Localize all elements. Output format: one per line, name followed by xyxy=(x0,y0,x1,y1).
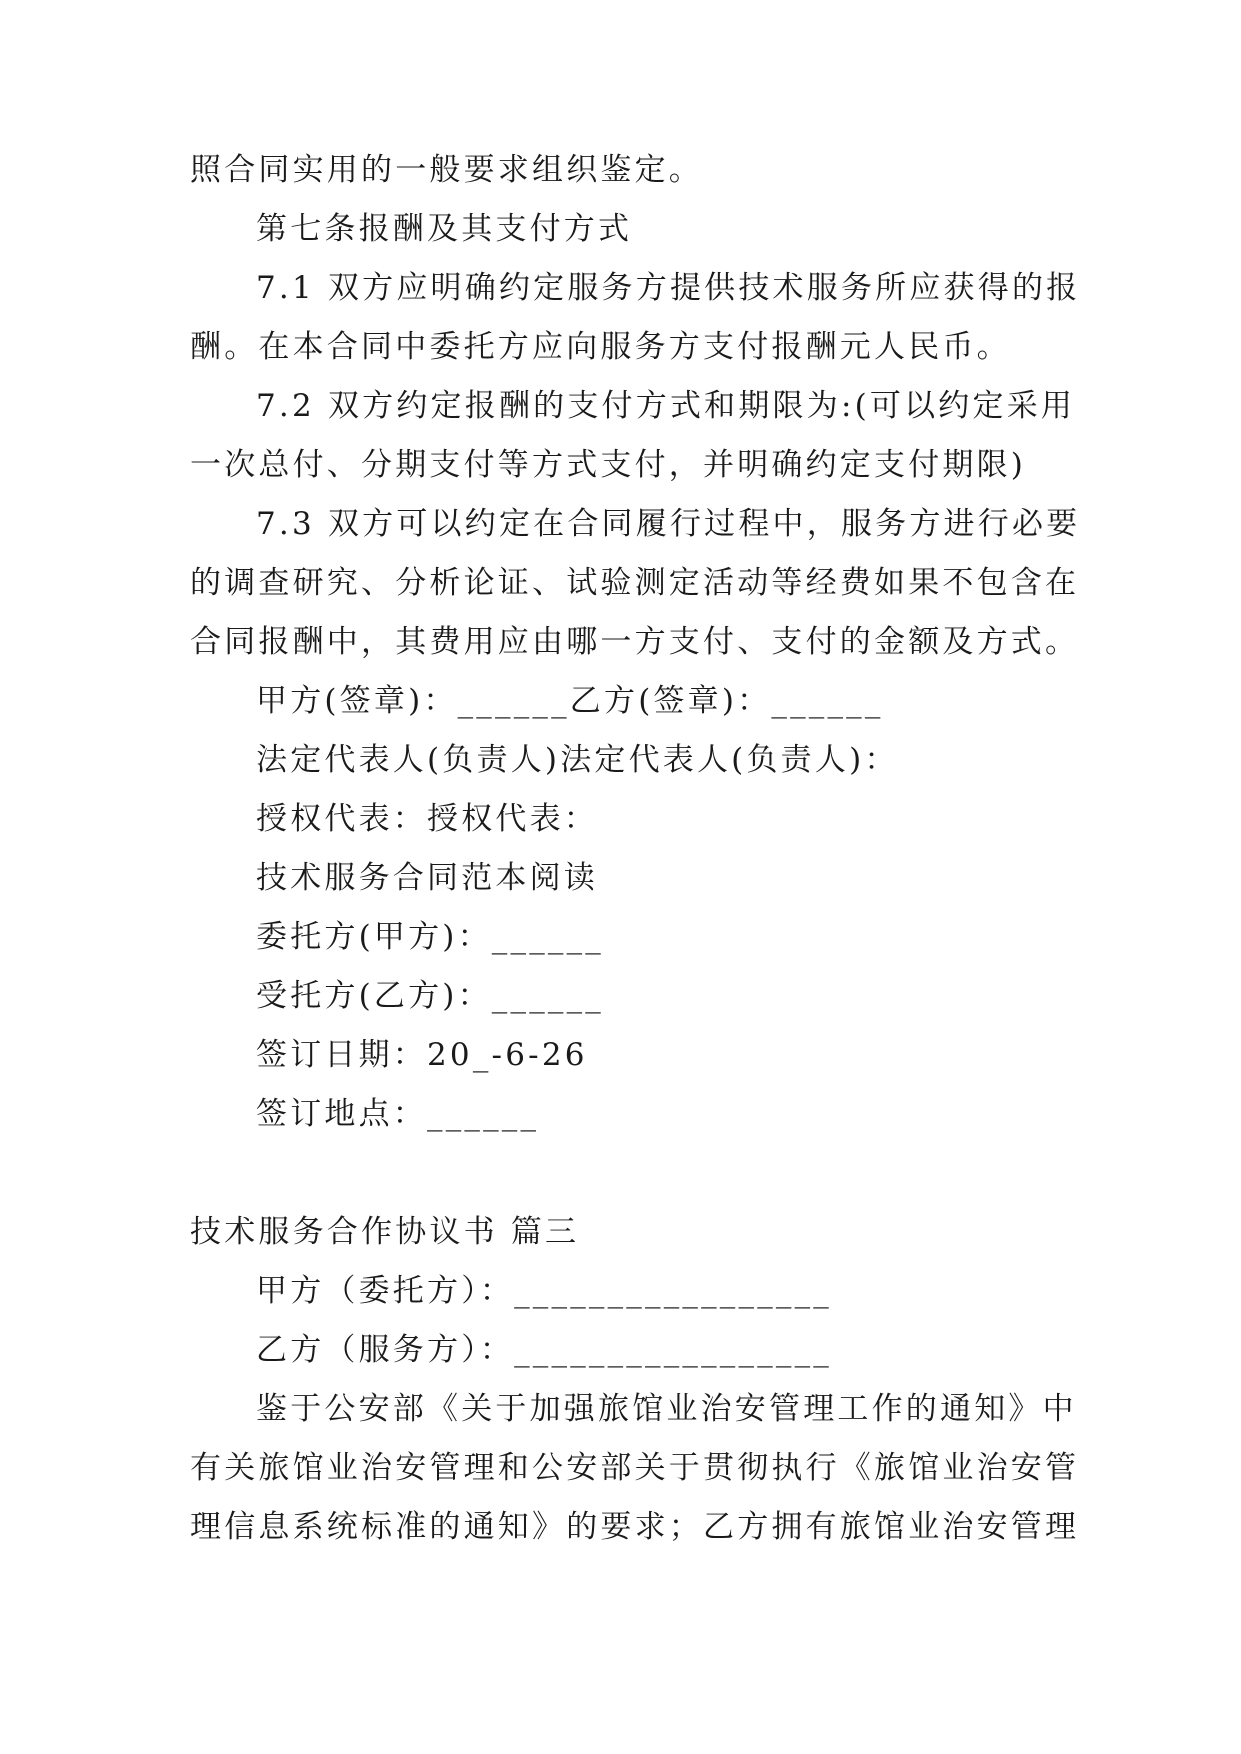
signing-place-line: 签订地点：______ xyxy=(256,1096,540,1132)
paragraph-line: 7.2 双方约定报酬的支付方式和期限为:(可以约定采用 xyxy=(256,388,1076,424)
paragraph-line: 合同报酬中，其费用应由哪一方支付、支付的金额及方式。 xyxy=(190,624,1080,660)
paragraph-line: 一次总付、分期支付等方式支付，并明确约定支付期限) xyxy=(190,447,1027,483)
paragraph-line: 的调查研究、分析论证、试验测定活动等经费如果不包含在 xyxy=(190,565,1080,601)
paragraph-line: 7.3 双方可以约定在合同履行过程中，服务方进行必要 xyxy=(256,506,1081,542)
paragraph-line: 酬。在本合同中委托方应向服务方支付报酬元人民币。 xyxy=(190,329,1011,365)
paragraph-line: 鉴于公安部《关于加强旅馆业治安管理工作的通知》中 xyxy=(256,1391,1077,1427)
party-b-line: 乙方（服务方）：_________________ xyxy=(256,1332,832,1368)
section-heading: 第七条报酬及其支付方式 xyxy=(256,211,633,247)
client-party-line: 委托方(甲方)：______ xyxy=(256,919,604,955)
party-a-line: 甲方（委托方）：_________________ xyxy=(256,1273,832,1309)
paragraph-line: 理信息系统标准的通知》的要求；乙方拥有旅馆业治安管理 xyxy=(190,1509,1080,1545)
section-title: 技术服务合作协议书 篇三 xyxy=(190,1214,580,1250)
legal-representative-line: 法定代表人(负责人)法定代表人(负责人)： xyxy=(256,742,899,778)
paragraph-line: 7.1 双方应明确约定服务方提供技术服务所应获得的报 xyxy=(256,270,1081,306)
signing-date-line: 签订日期：20_-6-26 xyxy=(256,1037,588,1073)
subtitle-line: 技术服务合同范本阅读 xyxy=(256,860,598,896)
contractor-party-line: 受托方(乙方)：______ xyxy=(256,978,604,1014)
signature-line: 甲方(签章)：______乙方(签章)：______ xyxy=(256,683,884,719)
paragraph-line: 有关旅馆业治安管理和公安部关于贯彻执行《旅馆业治安管 xyxy=(190,1450,1080,1486)
authorized-representative-line: 授权代表：授权代表： xyxy=(256,801,598,837)
paragraph-line: 照合同实用的一般要求组织鉴定。 xyxy=(190,152,703,188)
